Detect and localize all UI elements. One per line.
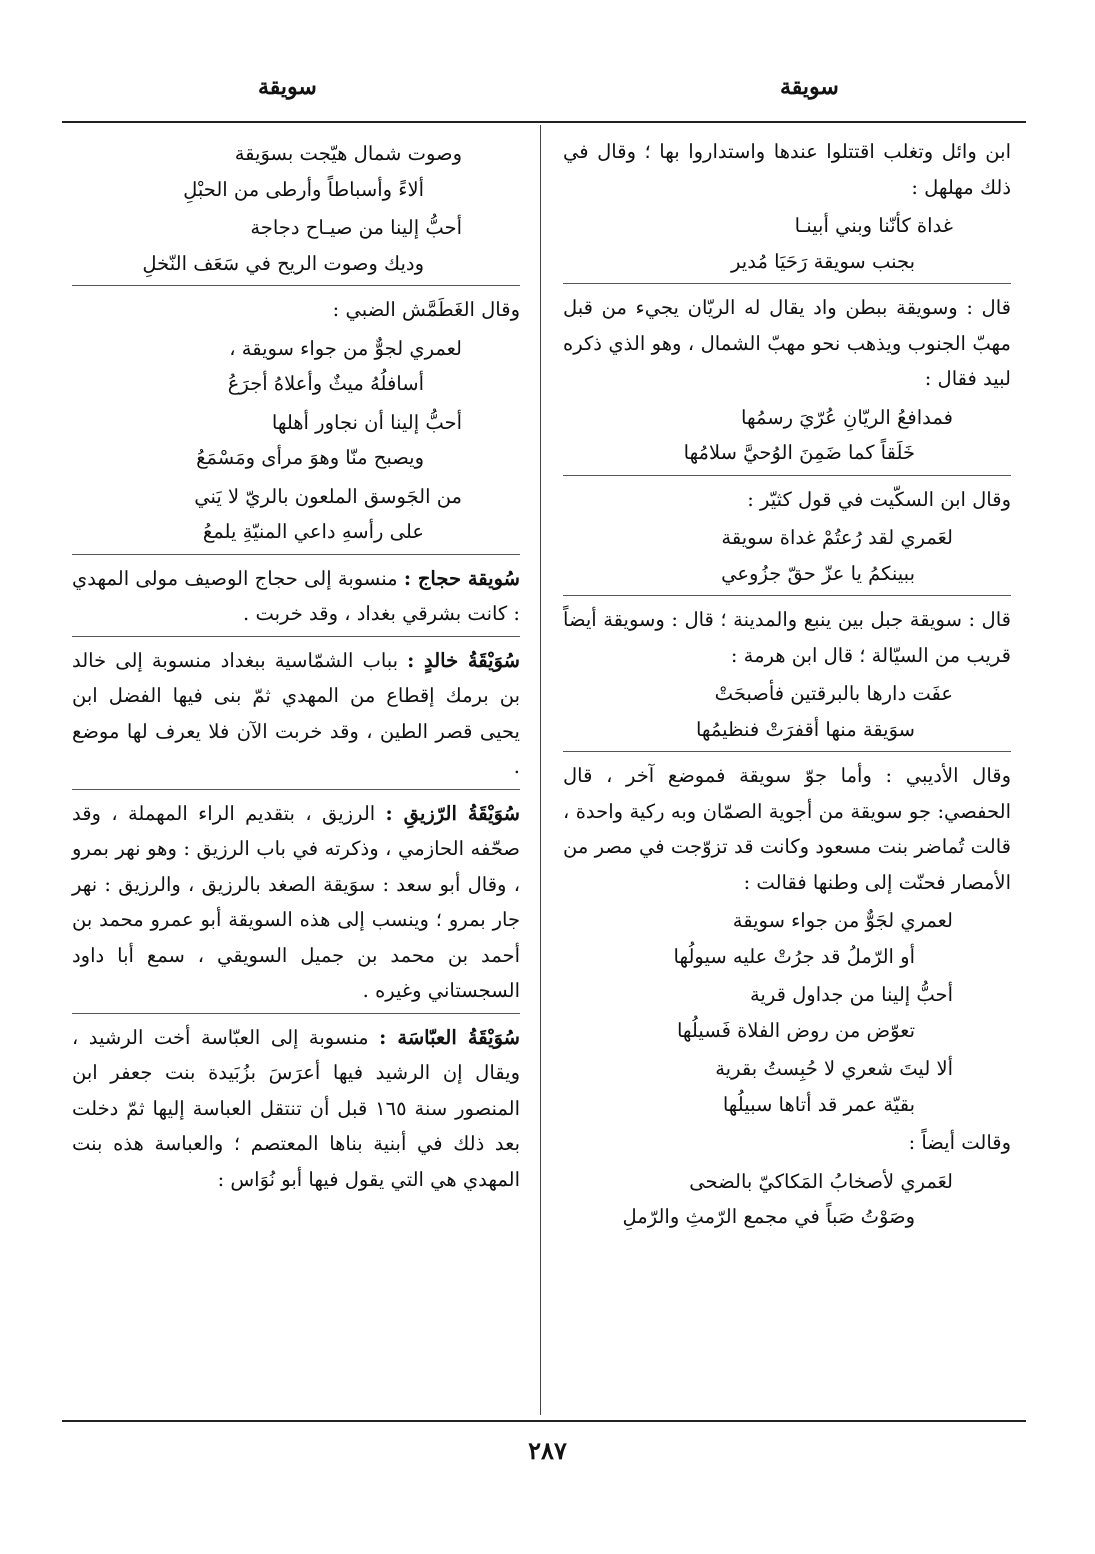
running-head-left: سويقة (258, 74, 317, 100)
verse-line: أو الرّملُ قد جرُتْ عليه سيولُها (673, 944, 915, 968)
paragraph: قال : وسويقة ببطن واد يقال له الريّان يجيء من قبل مهبّ الجنوب ويذهب نحو مهبّ الشمال ، وهو الذي ذكره لبيد فقال : (563, 296, 1011, 390)
verse-line: ويصبح منّا وهوَ مرأى ومَسْمَعُ (196, 446, 424, 469)
verse-line: لعمري لجَوٌّ من جواء سويقة (732, 909, 953, 932)
verse (563, 520, 1011, 591)
entry-text: الرزيق ، بتقديم الراء المهملة ، وقد صحّفه الحازمي ، وذكرته في باب الرزيق : وهو نهر بمرو ، وقال أبو سعد : سوَيقة الصغد بالرزيق ، والرزيق : نهر جار بمرو ؛ وينسب إلى هذه السويقة أبو عمرو محمد بن أحمد بن محمد بن جميل السويقي ، سمع أبا داود السجستاني وغيره . (72, 801, 520, 1002)
verse-line: ببينكمُ يا عزّ حقّ جزُوعي (721, 561, 915, 585)
dictionary-entry (72, 1020, 520, 1198)
verse-line: وصَوْتُ صَباً في مجمع الرّمثِ والرّملِ (622, 1205, 915, 1228)
verse (72, 331, 520, 402)
entry-text: بباب الشمّاسية ببغداد منسوبة إلى خالد بن برمك إقطاع من المهدي ثمّ بنى فيها الفضل ابن يحيى قصر الطين ، وقد خربت الآن فلا يعرف لها موضع . (72, 648, 520, 778)
section-separator (563, 595, 1011, 596)
entry-headword: سُويقة حجاج : (403, 566, 520, 590)
verse-line: أحبُّ إلينا أن نجاور أهلها (271, 410, 462, 434)
paragraph: وقال الأديبي : وأما جوّ سويقة فموضع آخر ، قال الحفصي: جو سويقة من أجوية الصمّان وبه ركية واحدة ، قالت تُماضر بنت مسعود وكانت قد تزوّجت في مصر من الأمصار فحنّت إلى وطنها فقالت : (563, 764, 1011, 894)
verse-line: بجنب سويقة رَحَيَا مُدير (731, 249, 915, 273)
section-separator (563, 475, 1011, 476)
verse-line: أحبُّ إلينا من صيـاح دجاجة (250, 216, 462, 239)
verse (72, 479, 520, 550)
verse (563, 400, 1011, 471)
verse (563, 676, 1011, 747)
dictionary-entry (72, 561, 520, 632)
section-separator (563, 751, 1011, 752)
verse (563, 977, 1011, 1048)
entry-text: منسوبة إلى حجاج الوصيف مولى المهدي : كانت بشرقي بغداد ، وقد خربت . (72, 566, 520, 625)
verse-line: لعَمري لأصخابُ المَكاكيّ بالضحى (689, 1169, 953, 1193)
verse (72, 210, 520, 281)
verse (563, 208, 1011, 279)
verse-line: وديك وصوت الريح في سَعَف النّخلِ (142, 251, 424, 275)
verse (563, 1164, 1011, 1235)
left-column (72, 134, 520, 1197)
verse-line: بقيّة عمر قد أتاها سبيلُها (722, 1092, 915, 1116)
verse-line: خَلَقاً كما ضَمِنَ الوُحيَّ سلامُها (683, 441, 915, 464)
section-separator (72, 789, 520, 790)
entry-text: منسوبة إلى العبّاسة أخت الرشيد ، ويقال إن الرشيد فيها أعرَسَ بزُبَيدة بنت جعفر ابن المنصور سنة ١٦٥ قبل أن تنتقل العباسة إليها ثمّ دخلت بعد ذلك في أبنية بناها المعتصم ؛ والعباسة هذه بنت المهدي هي التي يقول فيها أبو نُوَاس : (72, 1025, 520, 1191)
paragraph: وقالت أيضاً : (908, 1131, 1011, 1154)
column-divider (540, 125, 541, 1415)
section-separator (72, 554, 520, 555)
paragraph: قال : سويقة جبل بين ينبع والمدينة ؛ قال : وسويقة أيضاً قريب من السيّالة ؛ قال ابن هرمة : (563, 608, 1011, 667)
entry-headword: سُوَيْقَةُ العبّاسَة : (379, 1025, 521, 1049)
verse (563, 1051, 1011, 1122)
verse-line: تعوّض من روض الفلاة فَسيلُها (676, 1018, 915, 1042)
verse-line: سوَيقة منها أقفرَتْ فنظيمُها (695, 717, 915, 741)
verse-line: ألا ليتَ شعري لا حُبِستُ بقرية (715, 1057, 953, 1080)
verse-line: غداة كأنّنا وبني أبينـا (794, 214, 953, 237)
section-separator (72, 636, 520, 637)
verse (563, 903, 1011, 974)
verse (72, 405, 520, 476)
verse-line: وصوت شمال هيّجت بسوَيقة (234, 142, 462, 165)
running-head-right: سويقة (780, 74, 839, 100)
verse-line: لعَمري لقد رُعتُمْ غداة سويقة (721, 526, 953, 549)
verse-line: فمدافعُ الريّانِ عُرّيَ رسمُها (741, 405, 953, 429)
verse-line: من الجَوسق الملعون بالريّ لا يَني (194, 484, 462, 508)
paragraph: وقال ابن السكّيت في قول كثيّر : (747, 487, 1011, 511)
entry-headword: سُوَيْقَةُ الرّزيقِ : (385, 801, 520, 825)
verse-line: لعمري لجوٌّ من جواء سويقة ، (229, 336, 462, 360)
entry-headword: سُوَيْقَةُ خالدٍ : (407, 648, 520, 672)
page-number: ٢٨٧ (528, 1436, 567, 1465)
verse (72, 136, 520, 207)
paragraph: ابن وائل وتغلب اقتتلوا عندها واستداروا بها ؛ وقال في ذلك مهلهل : (563, 140, 1011, 199)
right-column (563, 134, 1011, 1237)
header-rule (62, 121, 1026, 123)
paragraph: وقال الغَطَمَّش الضبي : (332, 298, 520, 321)
footer-rule (62, 1420, 1026, 1422)
section-separator (563, 283, 1011, 284)
verse-line: على رأسهِ داعي المنيّةِ يلمعُ (202, 520, 424, 543)
section-separator (72, 1013, 520, 1014)
verse-line: عفَت دارها بالبرقتين فأصبحَتْ (714, 682, 953, 705)
dictionary-entry (72, 796, 520, 1009)
dictionary-entry (72, 643, 520, 785)
verse-line: أحبُّ إلينا من جداول قرية (749, 983, 953, 1006)
section-separator (72, 285, 520, 286)
verse-line: ألاءً وأسباطاً وأرطى من الحبْلِ (183, 177, 424, 201)
verse-line: أسافلُهُ ميثٌ وأعلاهُ أجرَعُ (227, 372, 424, 395)
